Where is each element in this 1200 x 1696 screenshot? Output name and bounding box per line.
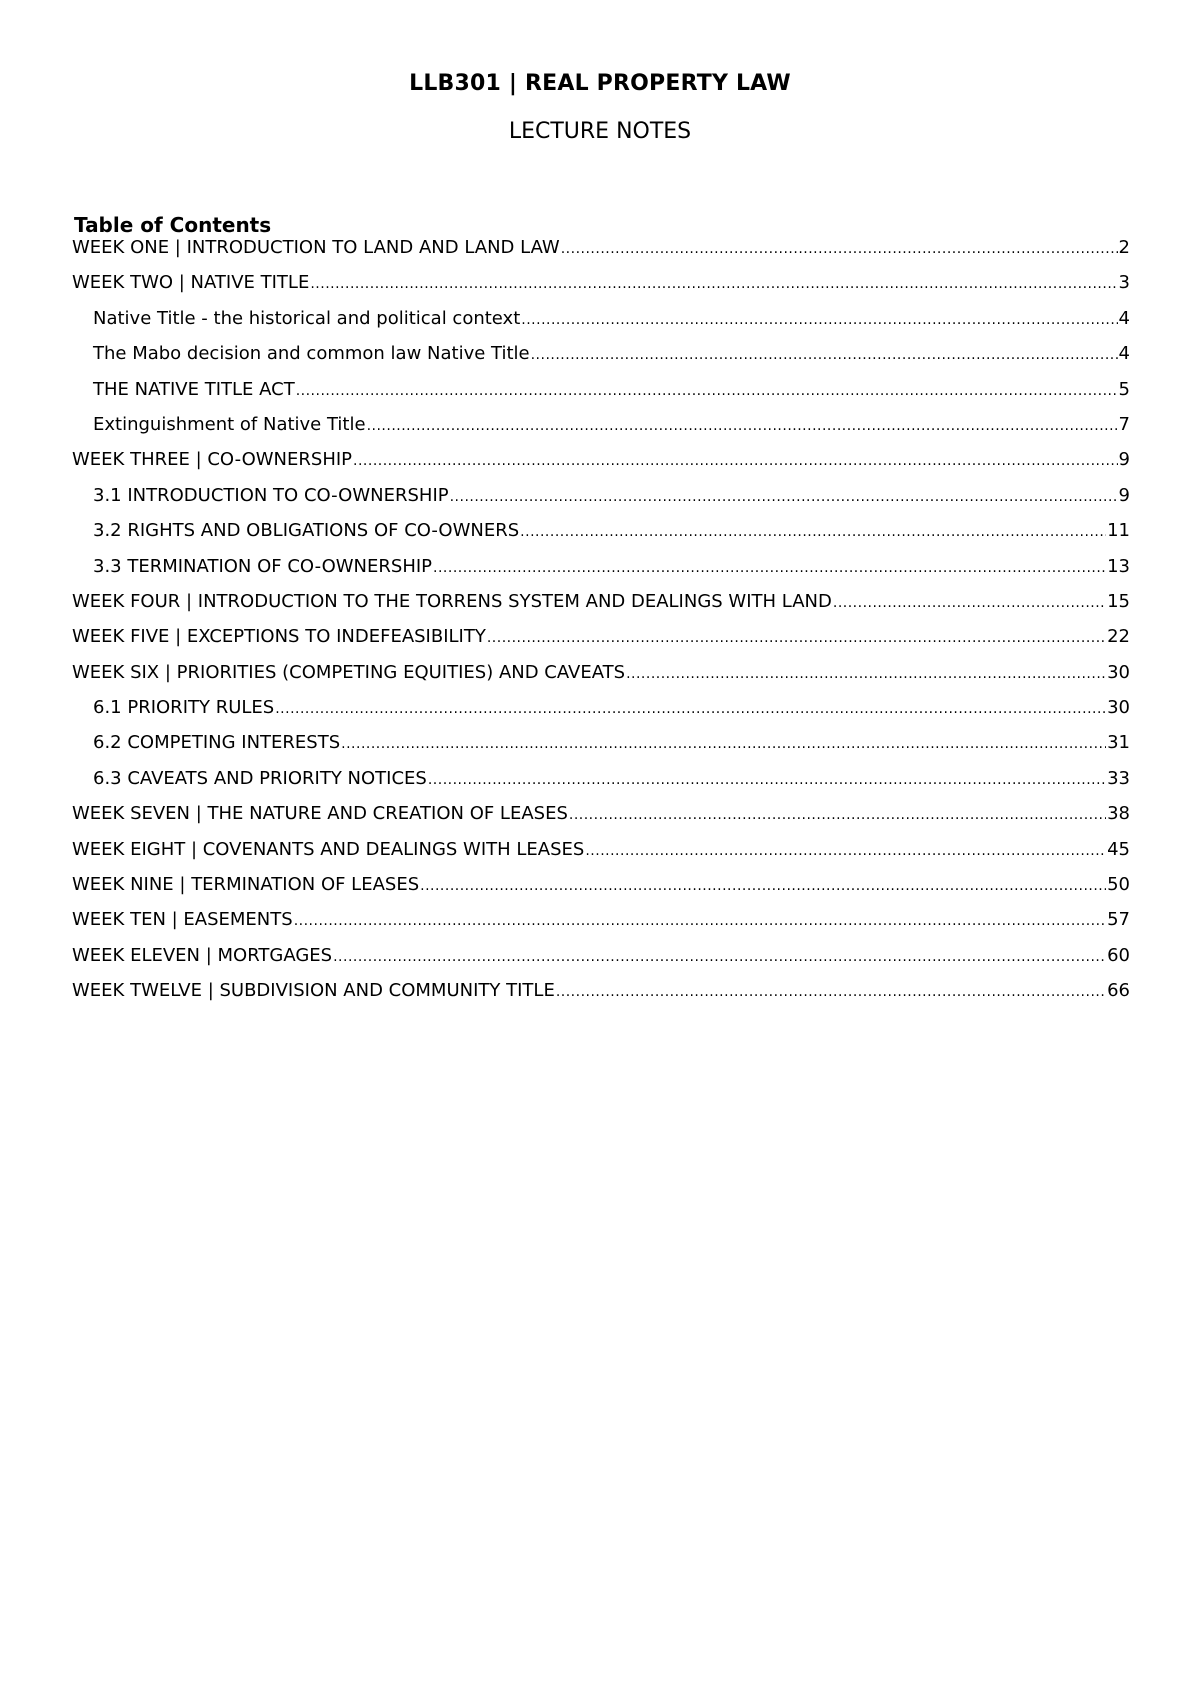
toc-entry-page-number[interactable]: 7 xyxy=(1118,413,1130,435)
toc-entry[interactable] xyxy=(72,874,1130,909)
toc-dot-leader xyxy=(310,273,1117,295)
toc-entry-page-number[interactable]: 9 xyxy=(1118,484,1130,506)
toc-entry-page-number[interactable]: 31 xyxy=(1107,732,1130,754)
toc-entry[interactable] xyxy=(72,980,1130,1015)
toc-entry-title[interactable]: WEEK THREE | CO-OWNERSHIP xyxy=(72,449,353,471)
toc-entry-page-number[interactable]: 30 xyxy=(1107,661,1130,683)
toc-dot-leader xyxy=(487,627,1106,649)
document-subtitle: LECTURE NOTES xyxy=(508,119,692,144)
toc-dot-leader xyxy=(520,521,1106,543)
toc-entry-title[interactable]: THE NATIVE TITLE ACT xyxy=(93,378,295,400)
toc-entry-title[interactable]: WEEK FOUR | INTRODUCTION TO THE TORRENS SYSTEM AND DEALINGS WITH LAND xyxy=(72,590,832,612)
toc-dot-leader xyxy=(521,309,1117,331)
toc-list xyxy=(72,237,1130,1016)
toc-entry[interactable] xyxy=(72,449,1130,484)
toc-entry[interactable] xyxy=(72,272,1130,307)
toc-entry-title[interactable]: WEEK SIX | PRIORITIES (COMPETING EQUITIES) AND CAVEATS xyxy=(72,661,626,683)
toc-entry[interactable] xyxy=(72,662,1130,697)
toc-entry[interactable] xyxy=(72,379,1130,414)
toc-entry-page-number[interactable]: 50 xyxy=(1107,874,1130,896)
toc-dot-leader xyxy=(561,238,1118,260)
toc-entry-title[interactable]: WEEK ELEVEN | MORTGAGES xyxy=(72,944,333,966)
toc-entry[interactable] xyxy=(72,343,1130,378)
toc-entry[interactable] xyxy=(72,591,1130,626)
toc-entry-page-number[interactable]: 38 xyxy=(1107,803,1130,825)
toc-dot-leader xyxy=(569,804,1106,826)
toc-dot-leader xyxy=(420,875,1106,897)
toc-entry-title[interactable]: WEEK TWELVE | SUBDIVISION AND COMMUNITY TITLE xyxy=(72,980,555,1002)
toc-entry-page-number[interactable]: 66 xyxy=(1107,980,1130,1002)
toc-entry[interactable] xyxy=(72,909,1130,944)
toc-entry[interactable] xyxy=(72,945,1130,980)
toc-dot-leader xyxy=(353,450,1118,472)
toc-dot-leader xyxy=(626,663,1106,685)
toc-entry[interactable] xyxy=(72,732,1130,767)
toc-dot-leader xyxy=(531,344,1118,366)
toc-entry-title[interactable]: 6.3 CAVEATS AND PRIORITY NOTICES xyxy=(93,767,427,789)
toc-entry-title[interactable]: Extinguishment of Native Title xyxy=(93,413,366,435)
toc-entry-title[interactable]: WEEK EIGHT | COVENANTS AND DEALINGS WITH LEASES xyxy=(72,838,585,860)
toc-entry-page-number[interactable]: 45 xyxy=(1107,838,1130,860)
toc-entry[interactable] xyxy=(72,626,1130,661)
table-of-contents xyxy=(72,213,1130,1016)
toc-entry-title[interactable]: 6.2 COMPETING INTERESTS xyxy=(93,732,341,754)
toc-dot-leader xyxy=(556,981,1106,1003)
toc-entry-title[interactable]: WEEK TEN | EASEMENTS xyxy=(72,909,293,931)
toc-entry-page-number[interactable]: 15 xyxy=(1107,590,1130,612)
toc-dot-leader xyxy=(294,910,1106,932)
toc-entry-title[interactable]: WEEK NINE | TERMINATION OF LEASES xyxy=(72,874,420,896)
toc-dot-leader xyxy=(450,486,1118,508)
toc-entry[interactable] xyxy=(72,520,1130,555)
toc-entry-page-number[interactable]: 22 xyxy=(1107,626,1130,648)
toc-entry-page-number[interactable]: 4 xyxy=(1118,343,1130,365)
toc-entry[interactable] xyxy=(72,839,1130,874)
toc-entry-title[interactable]: 3.3 TERMINATION OF CO-OWNERSHIP xyxy=(93,555,433,577)
toc-entry[interactable] xyxy=(72,768,1130,803)
toc-entry-page-number[interactable]: 3 xyxy=(1118,272,1130,294)
document-title: LLB301 | REAL PROPERTY LAW xyxy=(409,71,791,96)
toc-dot-leader xyxy=(333,946,1106,968)
toc-entry[interactable] xyxy=(72,308,1130,343)
toc-dot-leader xyxy=(296,380,1118,402)
toc-entry-title[interactable]: WEEK FIVE | EXCEPTIONS TO INDEFEASIBILITY xyxy=(72,626,486,648)
toc-dot-leader xyxy=(367,415,1118,437)
toc-heading: Table of Contents xyxy=(74,213,272,237)
toc-entry-page-number[interactable]: 57 xyxy=(1107,909,1130,931)
toc-entry-title[interactable]: WEEK ONE | INTRODUCTION TO LAND AND LAND LAW xyxy=(72,237,560,258)
toc-entry-title[interactable]: Native Title - the historical and political context xyxy=(93,307,521,329)
toc-dot-leader xyxy=(341,733,1106,755)
toc-entry[interactable] xyxy=(72,414,1130,449)
toc-dot-leader xyxy=(433,557,1106,579)
toc-entry-page-number[interactable]: 13 xyxy=(1107,555,1130,577)
toc-entry-page-number[interactable]: 4 xyxy=(1118,307,1130,329)
toc-entry-page-number[interactable]: 2 xyxy=(1118,237,1130,258)
toc-entry[interactable] xyxy=(72,803,1130,838)
toc-entry[interactable] xyxy=(72,556,1130,591)
toc-entry-title[interactable]: 3.1 INTRODUCTION TO CO-OWNERSHIP xyxy=(93,484,449,506)
toc-dot-leader xyxy=(275,698,1106,720)
toc-entry-title[interactable]: The Mabo decision and common law Native Title xyxy=(93,343,530,365)
toc-entry-title[interactable]: 3.2 RIGHTS AND OBLIGATIONS OF CO-OWNERS xyxy=(93,520,520,542)
toc-entry-page-number[interactable]: 30 xyxy=(1107,697,1130,719)
toc-entry-title[interactable]: WEEK SEVEN | THE NATURE AND CREATION OF LEASES xyxy=(72,803,568,825)
toc-entry[interactable] xyxy=(72,237,1130,272)
toc-entry-page-number[interactable]: 33 xyxy=(1107,767,1130,789)
toc-entry-page-number[interactable]: 60 xyxy=(1107,944,1130,966)
toc-dot-leader xyxy=(585,840,1106,862)
toc-dot-leader xyxy=(428,769,1106,791)
toc-entry-title[interactable]: 6.1 PRIORITY RULES xyxy=(93,697,275,719)
toc-entry[interactable] xyxy=(72,485,1130,520)
toc-entry-page-number[interactable]: 11 xyxy=(1107,520,1130,542)
toc-entry-page-number[interactable]: 9 xyxy=(1118,449,1130,471)
toc-entry[interactable] xyxy=(72,697,1130,732)
toc-entry-page-number[interactable]: 5 xyxy=(1118,378,1130,400)
toc-entry-title[interactable]: WEEK TWO | NATIVE TITLE xyxy=(72,272,310,294)
toc-dot-leader xyxy=(833,592,1106,614)
